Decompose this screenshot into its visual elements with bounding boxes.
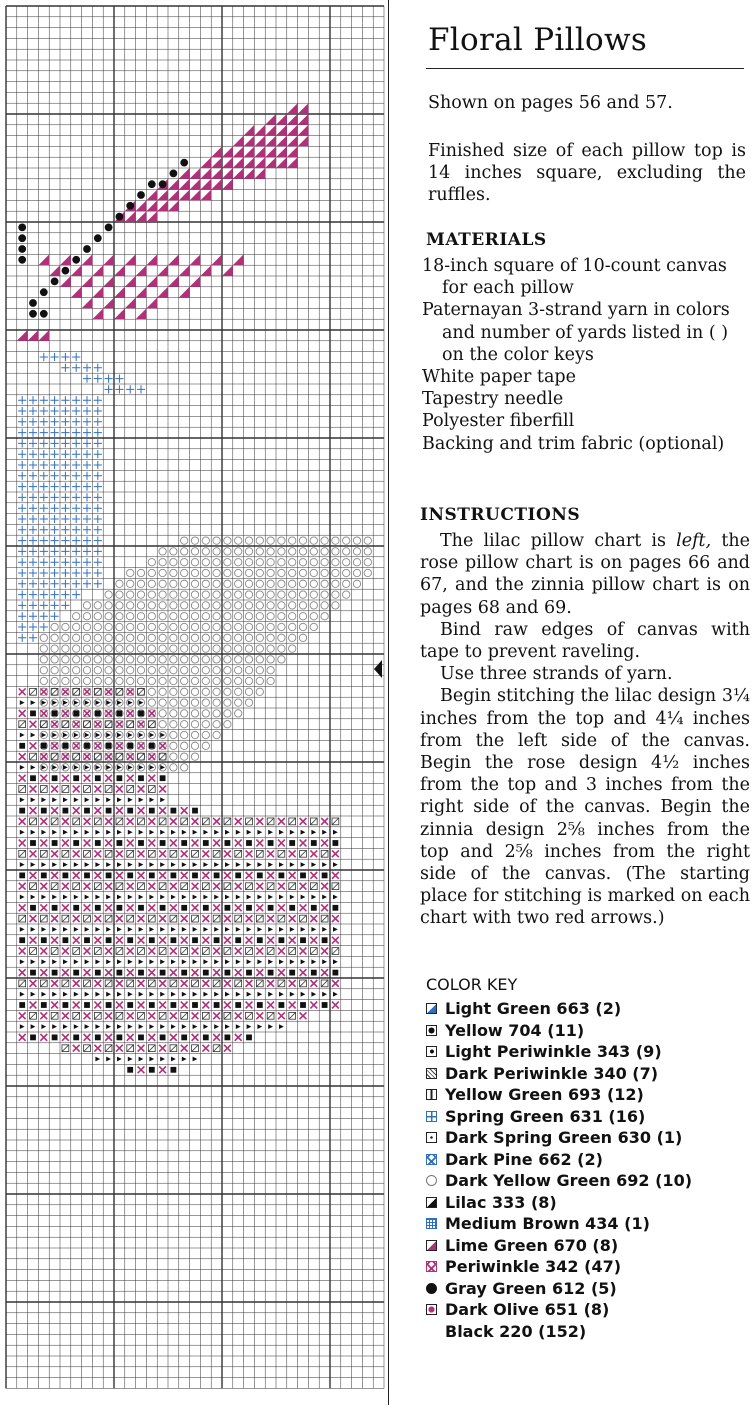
color-key-label: Medium Brown 434 (1) [445, 1214, 650, 1234]
bar-square-icon [426, 1089, 437, 1100]
color-key-item [426, 1235, 692, 1257]
page-title: Floral Pillows [428, 22, 648, 58]
none-icon [426, 1326, 437, 1337]
color-key-item [426, 1020, 692, 1042]
color-key-label: Dark Yellow Green 692 (10) [445, 1171, 693, 1191]
shown-on-text: Shown on pages 56 and 57. [428, 93, 673, 113]
filled-square-icon [426, 1025, 437, 1036]
color-key-item [426, 1041, 692, 1063]
instructions-paragraph: Begin stitching the lilac design 3¼ inches from the top and 4¼ inches from the left side of the canvas. Begin the rose design 4½ inches from the top and 3 inches from the right side of the canvas. Begin the zinnia design 2⅝ inches from the top and 2⅝ inches from the right side of the canvas. (The starting place for stitching is marked on each chart with two red arrows.) [420, 686, 750, 929]
half-triangle-black-icon [426, 1197, 437, 1208]
color-key-item [426, 1170, 692, 1192]
instr-text: the rose pillow chart is on pages 66 and 67, and the zinnia pillow chart is on pages 68 and 69. [420, 531, 750, 618]
color-key-item [426, 1192, 692, 1214]
instructions-heading: INSTRUCTIONS [420, 505, 581, 525]
color-key-title: COLOR KEY [426, 975, 518, 994]
color-key-item [426, 1063, 692, 1085]
instructions-body [420, 530, 750, 930]
color-key-label: Dark Spring Green 630 (1) [445, 1128, 683, 1148]
color-key-label: Dark Periwinkle 340 (7) [445, 1063, 659, 1083]
materials-item: 18-inch square of 10-count canvas for each pillow [422, 256, 727, 299]
plus-square-blue-icon [426, 1111, 437, 1122]
color-key-label: Yellow Green 693 (12) [445, 1085, 644, 1105]
materials-item: Backing and trim fabric (optional) [422, 433, 725, 454]
color-key-item [426, 998, 692, 1020]
x-square-blue-icon [426, 1154, 437, 1165]
slash-square-icon [426, 1068, 437, 1079]
color-key-item [426, 1299, 692, 1321]
materials-item: Tapestry needle [422, 389, 564, 410]
color-key-item [426, 1213, 692, 1235]
circle-icon [426, 1175, 437, 1186]
pink-dot-icon [426, 1304, 437, 1315]
color-key-label: Light Periwinkle 343 (9) [445, 1042, 662, 1062]
color-key-label: Lime Green 670 (8) [445, 1235, 619, 1255]
finished-size-text: Finished size of each pillow top is 14 inches square, excluding the ruffles. [428, 141, 746, 205]
color-key-item [426, 1256, 692, 1278]
color-key-list [426, 998, 692, 1342]
color-key-label: Black 220 (152) [445, 1321, 587, 1341]
color-key-label: Periwinkle 342 (47) [445, 1257, 622, 1277]
color-key-item [426, 1149, 692, 1171]
half-triangle-pink-icon [426, 1240, 437, 1251]
materials-item: Paternayan 3-strand yarn in colors and number of yards listed in ( ) on the color keys [422, 300, 730, 365]
half-triangle-blue-icon [426, 1003, 437, 1014]
chart-stitches [17, 103, 372, 1073]
instructions-paragraph [420, 530, 750, 619]
color-key-label: Dark Pine 662 (2) [445, 1149, 603, 1169]
color-key-label: Dark Olive 651 (8) [445, 1300, 610, 1320]
color-key-item [426, 1106, 692, 1128]
color-key-label: Spring Green 631 (16) [445, 1106, 646, 1126]
materials-heading: MATERIALS [426, 230, 547, 250]
color-key-item [426, 1278, 692, 1300]
grid-square-blue-icon [426, 1218, 437, 1229]
instr-emphasis: left, [676, 531, 712, 551]
instr-text: The lilac pillow chart is [440, 531, 677, 551]
color-key-item [426, 1127, 692, 1149]
filled-circle-icon [426, 1283, 437, 1294]
start-arrow-icon [374, 660, 382, 678]
triangle-right-icon [426, 1046, 437, 1057]
materials-list [422, 255, 748, 455]
x-square-pink-icon [426, 1261, 437, 1272]
instructions-paragraph: Bind raw edges of canvas with tape to prevent raveling. [420, 619, 750, 663]
color-key-label: Light Green 663 (2) [445, 999, 622, 1019]
chart-grid [6, 6, 384, 1388]
materials-item: Polyester fiberfill [422, 411, 575, 432]
title-rule [426, 68, 744, 69]
dot-square-icon [426, 1132, 437, 1143]
instructions-paragraph: Use three strands of yarn. [440, 664, 673, 685]
color-key-item [426, 1084, 692, 1106]
materials-item: White paper tape [422, 367, 576, 388]
color-key-item [426, 1321, 692, 1343]
color-key-label: Lilac 333 (8) [445, 1192, 557, 1212]
color-key-label: Yellow 704 (11) [445, 1020, 585, 1040]
color-key-label: Gray Green 612 (5) [445, 1278, 617, 1298]
column-divider [388, 0, 389, 1405]
